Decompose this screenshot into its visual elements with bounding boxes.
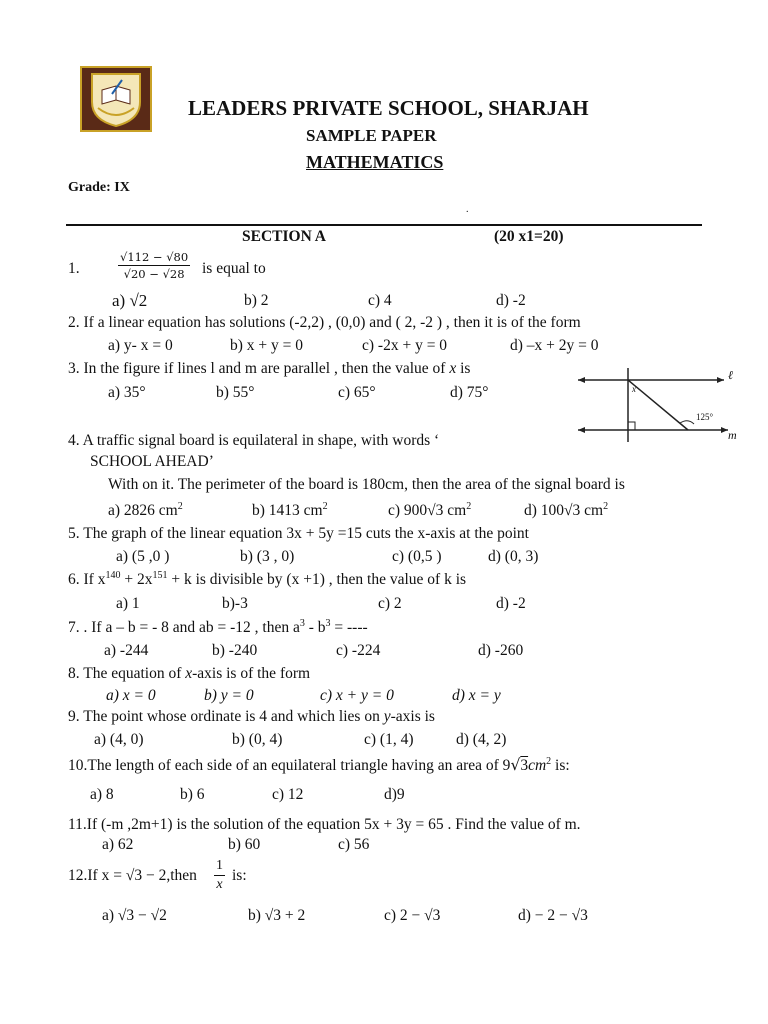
q1-stem: is equal to (202, 260, 266, 277)
stray-dot: . (466, 204, 469, 215)
q12-stem-b: is: (232, 867, 247, 884)
q7-stem (68, 619, 368, 637)
school-name: LEADERS PRIVATE SCHOOL, SHARJAH (188, 96, 589, 120)
parallel-lines-figure (576, 362, 746, 446)
q7-stem-p3: = ---- (330, 619, 368, 636)
q12-option-c: c) 2 − √3 (384, 907, 441, 924)
section-title: SECTION A (242, 228, 326, 245)
q1-fraction (118, 250, 190, 281)
q5-option-d: d) (0, 3) (488, 548, 539, 565)
q12-stem-a: 12.If x = √3 − 2,then (68, 867, 197, 884)
q9-option-a: a) (4, 0) (94, 731, 144, 748)
q2-option-c: c) -2x + y = 0 (362, 337, 448, 354)
q2-stem: 2. If a linear equation has solutions (-2,2) , (0,0) and ( 2, -2 ) , then it is of the form (68, 314, 581, 331)
q8-option-a: a) x = 0 (106, 687, 156, 704)
grade-label: Grade: IX (68, 180, 130, 195)
q4-option-a-text: a) 2826 cm (108, 502, 178, 519)
q11-option-b: b) 60 (228, 836, 261, 853)
q9-option-d: d) (4, 2) (456, 731, 507, 748)
q8-option-b: b) y = 0 (204, 687, 254, 704)
q1-option-d: d) -2 (496, 292, 526, 309)
q10-option-a: a) 8 (90, 786, 114, 803)
q12-fraction (214, 858, 225, 893)
q1-option-b: b) 2 (244, 292, 269, 309)
q9-option-c: c) (1, 4) (364, 731, 414, 748)
q4-option-d (524, 502, 608, 520)
q10-option-c: c) 12 (272, 786, 304, 803)
q9-stem-a: 9. The point whose ordinate is 4 and which lies on (68, 708, 384, 725)
section-marks: (20 x1=20) (494, 228, 564, 245)
q4-option-c (388, 502, 471, 520)
q1-denominator: √20 − √28 (123, 267, 185, 281)
q8-stem-b: -axis is of the form (192, 665, 311, 682)
q7-option-d: d) -260 (478, 642, 524, 659)
q8-option-c: c) x + y = 0 (320, 687, 394, 704)
q6-stem-exp1: 140 (105, 569, 121, 581)
q10-option-d: d)9 (384, 786, 405, 803)
q8-stem-var: x (185, 665, 193, 682)
q4-option-b-sup: 2 (322, 500, 328, 512)
paper-title: SAMPLE PAPER (306, 126, 437, 145)
q3-option-a: a) 35° (108, 384, 146, 401)
q10-exp: 2 (546, 755, 552, 767)
q1-option-c: c) 4 (368, 292, 392, 309)
q2-option-b: b) x + y = 0 (230, 337, 304, 354)
q3-option-b: b) 55° (216, 384, 255, 401)
q6-stem-p3: + k is divisible by (x +1) , then the value of k is (167, 571, 467, 588)
subject-title: MATHEMATICS (306, 152, 444, 172)
q3-stem-a: 3. In the figure if lines l and m are parallel , then the value of (68, 360, 450, 377)
header-divider (66, 224, 702, 226)
q4-line2: SCHOOL AHEAD’ (90, 453, 214, 470)
angle-label: 125° (696, 412, 714, 422)
q7-option-c: c) -224 (336, 642, 381, 659)
q7-stem-exp1: 3 (299, 617, 305, 629)
q1-option-a: a) √2 (112, 291, 148, 310)
q6-option-d: d) -2 (496, 595, 526, 612)
q5-option-a: a) (5 ,0 ) (116, 548, 170, 565)
q12-option-a: a) √3 − √2 (102, 907, 167, 924)
q4-option-c-text: c) 900√3 cm (388, 502, 467, 519)
q5-stem: 5. The graph of the linear equation 3x + 5y =15 cuts the x-axis at the point (68, 525, 529, 542)
q12-frac-den: x (216, 877, 223, 892)
q8-stem-a: 8. The equation of (68, 665, 186, 682)
q8-stem (68, 665, 310, 683)
q4-line3: With on it. The perimeter of the board is 180cm, then the area of the signal board is (108, 476, 625, 493)
q12-option-b: b) √3 + 2 (248, 907, 306, 924)
q4-option-d-text: d) 100√3 cm (524, 502, 604, 519)
q4-line1: 4. A traffic signal board is equilateral in shape, with words ‘ (68, 432, 440, 449)
school-logo (80, 66, 152, 132)
line-m-label: m (728, 428, 737, 442)
q10-option-b: b) 6 (180, 786, 205, 803)
q9-stem-b: -axis is (390, 708, 435, 725)
q9-stem-var: y (383, 708, 391, 725)
q2-option-d: d) –x + 2y = 0 (510, 337, 599, 354)
q4-option-c-sup: 2 (466, 500, 472, 512)
q6-stem-exp2: 151 (152, 569, 168, 581)
q8-option-d: d) x = y (452, 687, 501, 704)
line-l-label: ℓ (728, 368, 733, 382)
q9-option-b: b) (0, 4) (232, 731, 283, 748)
q7-option-b: b) -240 (212, 642, 258, 659)
q6-stem-p1: 6. If x (68, 571, 106, 588)
q12-option-d: d) − 2 − √3 (518, 907, 588, 924)
q12-frac-num: 1 (214, 858, 225, 876)
q5-option-c: c) (0,5 ) (392, 548, 442, 565)
q10-stem-b: is: (551, 757, 570, 774)
q3-option-c: c) 65° (338, 384, 376, 401)
q9-stem (68, 708, 435, 726)
q2-option-a: a) y- x = 0 (108, 337, 173, 354)
q6-option-a: a) 1 (116, 595, 140, 612)
q10-unit: cm (528, 757, 547, 774)
q10-stem-a: 10.The length of each side of an equilateral triangle having an area of 9 (68, 757, 511, 774)
q3-stem-var: x (449, 360, 457, 377)
q1-number: 1. (68, 260, 80, 277)
q4-option-d-sup: 2 (603, 500, 609, 512)
q1-numerator: √112 − √80 (120, 250, 189, 264)
q6-option-b: b)-3 (222, 595, 248, 612)
q7-stem-exp2: 3 (325, 617, 331, 629)
q4-option-a-sup: 2 (177, 500, 183, 512)
q4-option-b (252, 502, 328, 520)
q7-option-a: a) -244 (104, 642, 149, 659)
q6-option-c: c) 2 (378, 595, 402, 612)
q3-stem-b: is (456, 360, 471, 377)
q6-stem (68, 571, 466, 589)
x-angle-label: x (632, 384, 636, 394)
q6-stem-p2: + 2x (120, 571, 153, 588)
q11-stem: 11.If (-m ,2m+1) is the solution of the equation 5x + 3y = 65 . Find the value of m. (68, 816, 581, 833)
q5-option-b: b) (3 , 0) (240, 548, 295, 565)
q4-option-b-text: b) 1413 cm (252, 502, 323, 519)
q11-option-a: a) 62 (102, 836, 134, 853)
q11-option-c: c) 56 (338, 836, 370, 853)
q7-stem-p1: 7. . If a – b = - 8 and ab = -12 , then a (68, 619, 300, 636)
q10-root: 3 (520, 757, 529, 774)
q4-option-a (108, 502, 183, 520)
q7-stem-p2: - b (304, 619, 326, 636)
q10-stem: 10.The length of each side of an equilateral triangle having an area of $9√3cm^2$ is: (68, 755, 570, 774)
q3-stem (68, 360, 470, 378)
q3-option-d: d) 75° (450, 384, 489, 401)
